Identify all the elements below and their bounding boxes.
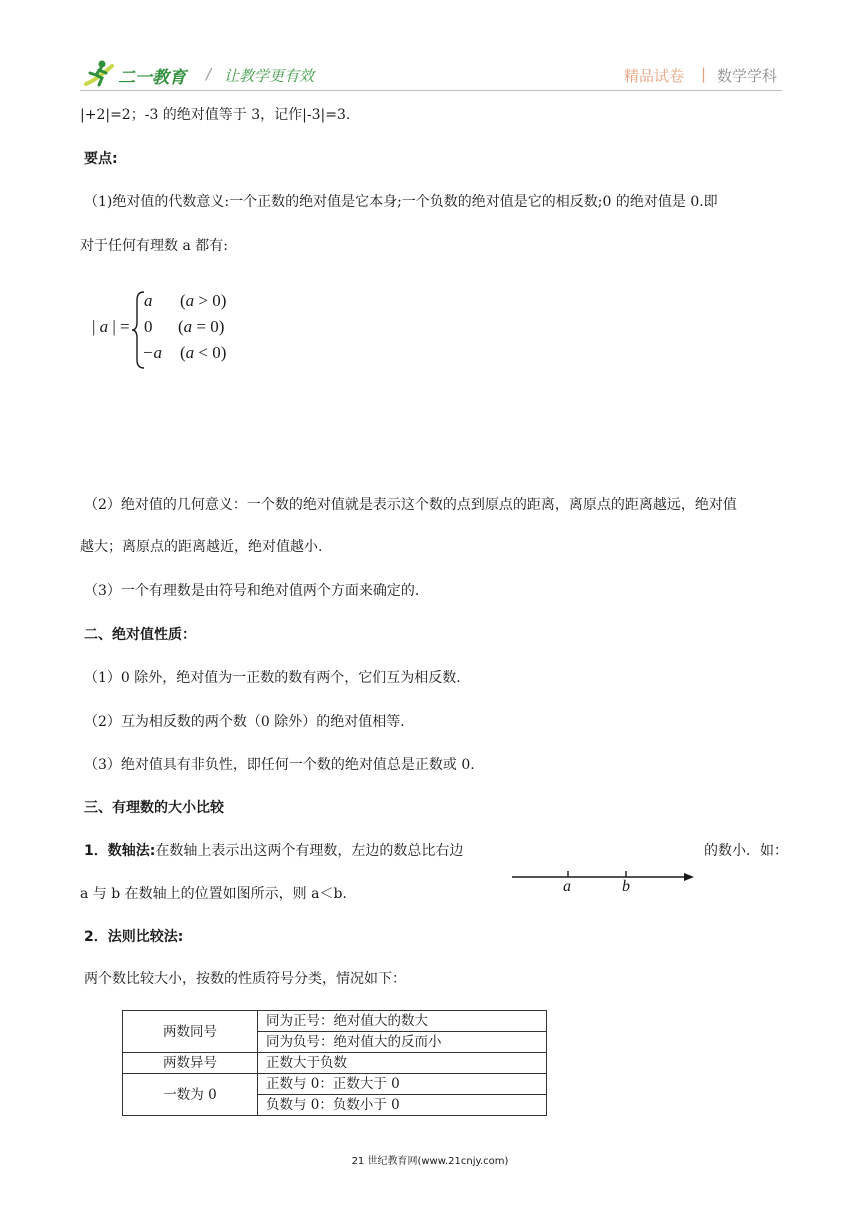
header-rule bbox=[80, 90, 782, 91]
comparison-table bbox=[122, 1010, 547, 1116]
case-2-expr: 0 bbox=[144, 317, 153, 336]
runner-logo-icon bbox=[82, 58, 116, 88]
header-title-a: 精品试卷 bbox=[624, 67, 685, 85]
case-1-cond: (a > 0) bbox=[180, 291, 227, 310]
header-slogan: 让教学更有效 bbox=[224, 67, 315, 85]
property-3: （3）绝对值具有非负性，即任何一个数的绝对值总是正数或 0. bbox=[84, 757, 475, 773]
key-point-1-line2: 对于任何有理数 a 都有: bbox=[80, 238, 228, 254]
key-point-2-line2: 越大；离原点的距离越近，绝对值越小. bbox=[80, 539, 323, 555]
property-2: （2）互为相反数的两个数（0 除外）的绝对值相等. bbox=[84, 714, 405, 730]
method-2-text: 两个数比较大小，按数的性质符号分类，情况如下： bbox=[84, 971, 406, 987]
header-separator: | bbox=[701, 65, 707, 83]
method-1-tail: 的数小．如： bbox=[704, 843, 788, 859]
brand-name: 二一教育 bbox=[118, 68, 186, 88]
table-cell-diff-sign: 两数异号 bbox=[123, 1053, 258, 1074]
case-3-cond: (a < 0) bbox=[180, 343, 227, 362]
table-cell-same-sign: 两数同号 bbox=[123, 1011, 258, 1053]
key-point-3: （3）一个有理数是由符号和绝对值两个方面来确定的. bbox=[84, 583, 420, 599]
table-row bbox=[123, 1053, 547, 1074]
key-points-title: 要点: bbox=[84, 151, 118, 167]
method-2-title: 2．法则比较法: bbox=[84, 929, 184, 945]
number-line bbox=[508, 862, 698, 898]
intro-line: |+2|=2；-3 的绝对值等于 3，记作|-3|=3. bbox=[80, 107, 351, 123]
table-cell-same-pos: 同为正号：绝对值大的数大 bbox=[258, 1011, 547, 1032]
table-cell-same-neg: 同为负号：绝对值大的反而小 bbox=[258, 1032, 547, 1053]
method-1-line1 bbox=[84, 840, 463, 860]
header-title-b: 数学学科 bbox=[717, 67, 778, 85]
key-point-2-line1: （2）绝对值的几何意义：一个数的绝对值就是表示这个数的点到原点的距离，离原点的距离越远，绝对值 bbox=[84, 497, 737, 513]
section-2-title: 二、绝对值性质： bbox=[84, 627, 196, 643]
table-cell-one-zero: 一数为 0 bbox=[123, 1074, 258, 1116]
header-slash: / bbox=[206, 65, 212, 83]
table-cell-zero-pos: 正数与 0：正数大于 0 bbox=[258, 1074, 547, 1095]
number-line-label-b: b bbox=[622, 878, 630, 895]
header-logo bbox=[82, 58, 200, 88]
formula-lhs: | a | = bbox=[92, 317, 130, 336]
case-2-cond: (a = 0) bbox=[178, 317, 225, 336]
table-row bbox=[123, 1011, 547, 1032]
number-line-label-a: a bbox=[563, 878, 571, 895]
section-3-title: 三、有理数的大小比较 bbox=[84, 800, 224, 816]
table-cell-zero-neg: 负数与 0：负数小于 0 bbox=[258, 1095, 547, 1116]
case-3-expr: −a bbox=[142, 343, 162, 362]
method-1-text: 在数轴上表示出这两个有理数，左边的数总比右边 bbox=[155, 843, 464, 859]
abs-value-formula bbox=[92, 290, 252, 370]
table-cell-diff-rule: 正数大于负数 bbox=[258, 1053, 547, 1074]
method-1-line2: a 与 b 在数轴上的位置如图所示，则 a＜b. bbox=[80, 886, 347, 902]
page-footer: 21 世纪教育网(www.21cnjy.com) bbox=[351, 1156, 509, 1167]
property-1: （1）0 除外，绝对值为一正数的数有两个，它们互为相反数. bbox=[84, 670, 461, 686]
case-1-expr: a bbox=[144, 291, 153, 310]
table-row bbox=[123, 1074, 547, 1095]
key-point-1-line1: （1)绝对值的代数意义:一个正数的绝对值是它本身;一个负数的绝对值是它的相反数;0 的绝对值是 0.即 bbox=[84, 194, 718, 210]
method-1-label: 1．数轴法: bbox=[84, 843, 156, 859]
